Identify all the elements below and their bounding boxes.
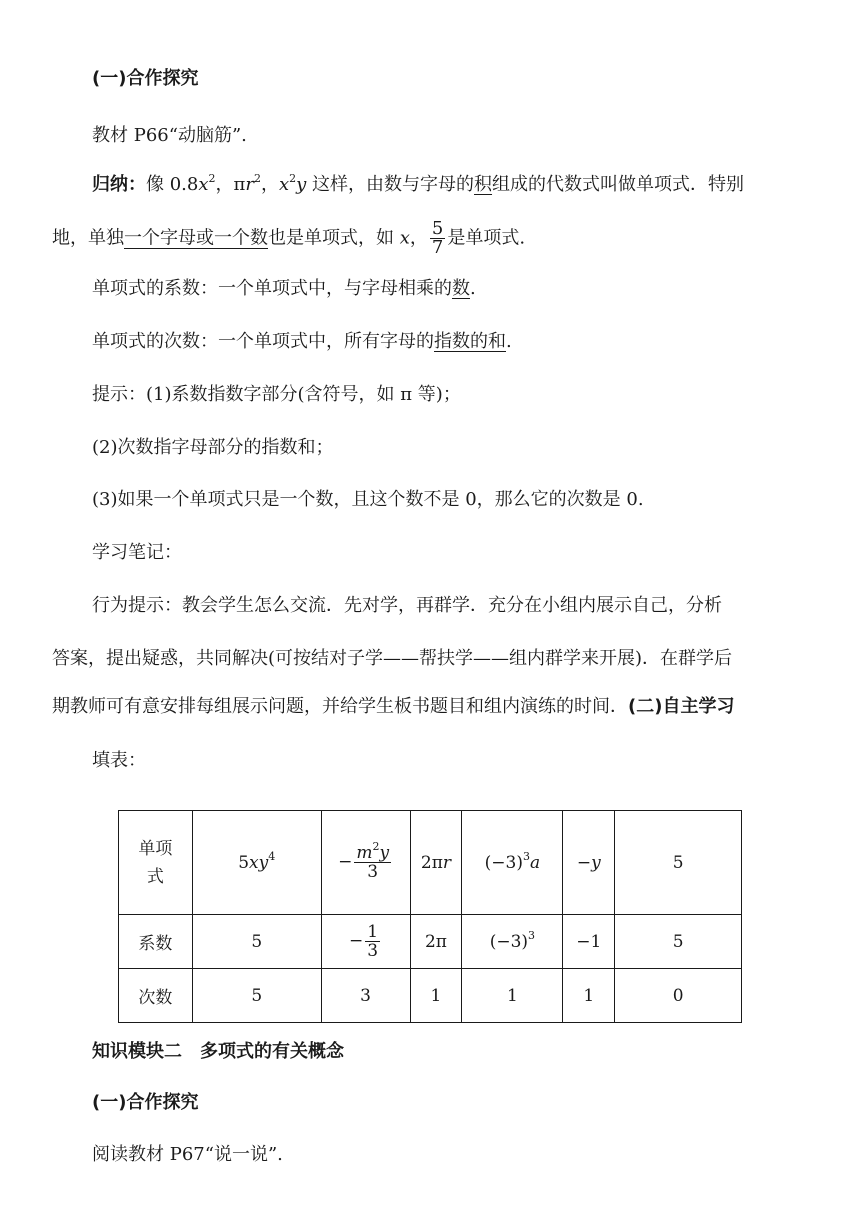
table-cell: 5 — [192, 915, 321, 969]
module-two-heading: 知识模块二 多项式的有关概念 — [92, 1041, 344, 1062]
section-heading-cooperative: (一)合作探究 — [92, 68, 199, 89]
table-cell: 2π — [410, 915, 462, 969]
table-row-degree — [119, 969, 742, 1023]
table-row-coefficient — [119, 915, 742, 969]
induction-line-2: 地，单独一个字母或一个数也是单项式，如 x， $\frac{5}{7}$ 是单项式. — [52, 218, 526, 258]
study-notes-label: 学习笔记： — [92, 542, 182, 563]
induction-label: 归纳： — [92, 174, 146, 195]
table-cell: −y — [563, 811, 615, 915]
table-row-monomial — [119, 811, 742, 915]
table-cell: $(-3)^3$ — [462, 915, 563, 969]
behavior-line-1: 行为提示：教会学生怎么交流．先对学，再群学．充分在小组内展示自己，分析 — [92, 595, 722, 616]
table-row-header: 系数 — [119, 915, 193, 969]
textbook-reference: 教材 P66“动脑筋”. — [92, 125, 247, 146]
coefficient-definition: 单项式的系数：一个单项式中，与字母相乘的数. — [92, 278, 476, 299]
table-cell: 5 — [615, 915, 742, 969]
table-row-header: 次数 — [119, 969, 193, 1023]
tip-3: (3)如果一个单项式只是一个数，且这个数不是 0，那么它的次数是 0. — [92, 489, 644, 510]
degree-definition: 单项式的次数：一个单项式中，所有字母的指数的和. — [92, 331, 512, 352]
table-cell: −1 — [563, 915, 615, 969]
induction-line-1: 归纳：像 $0.8x^2$，$\pi r^2$，$x^2y$ 这样，由数与字母的积组成的代数式叫做单项式．特别 — [92, 172, 745, 195]
underlined-letter-or-number: 一个字母或一个数 — [124, 227, 268, 249]
underlined-product: 积 — [474, 174, 493, 195]
tip-1: 提示：(1)系数指数字部分(含符号，如 π 等)； — [92, 384, 461, 405]
table-cell: 0 — [615, 969, 742, 1023]
table-cell: 5 — [615, 811, 742, 915]
table-cell: − $\frac{1}{3}$ — [321, 915, 410, 969]
textbook-reference-2: 阅读教材 P67“说一说”. — [92, 1144, 283, 1165]
table-cell: 1 — [462, 969, 563, 1023]
table-cell: − $\frac{m^2y}{3}$ — [321, 811, 410, 915]
tip-2: (2)次数指字母部分的指数和； — [92, 437, 334, 458]
table-cell: 2πr — [410, 811, 462, 915]
table-cell: 1 — [563, 969, 615, 1023]
fraction-five-sevenths: $\frac{5}{7}$ — [431, 218, 444, 258]
fill-table-label: 填表： — [92, 750, 146, 771]
behavior-line-3: 期教师可有意安排每组展示问题，并给学生板书题目和组内演练的时间．(二)自主学习 — [52, 696, 735, 717]
table-cell: 1 — [410, 969, 462, 1023]
table-row-header: 单项 式 — [119, 811, 193, 915]
monomial-table — [118, 810, 742, 1023]
table-cell: 5 — [192, 969, 321, 1023]
section-heading-self-study: (二)自主学习 — [628, 696, 735, 717]
table-cell: $5xy^4$ — [192, 811, 321, 915]
table-cell: 3 — [321, 969, 410, 1023]
table-cell: $(-3)^3a$ — [462, 811, 563, 915]
section-heading-cooperative-2: (一)合作探究 — [92, 1092, 199, 1113]
behavior-line-2: 答案，提出疑惑，共同解决(可按结对子学——帮扶学——组内群学来开展)．在群学后 — [52, 648, 733, 669]
